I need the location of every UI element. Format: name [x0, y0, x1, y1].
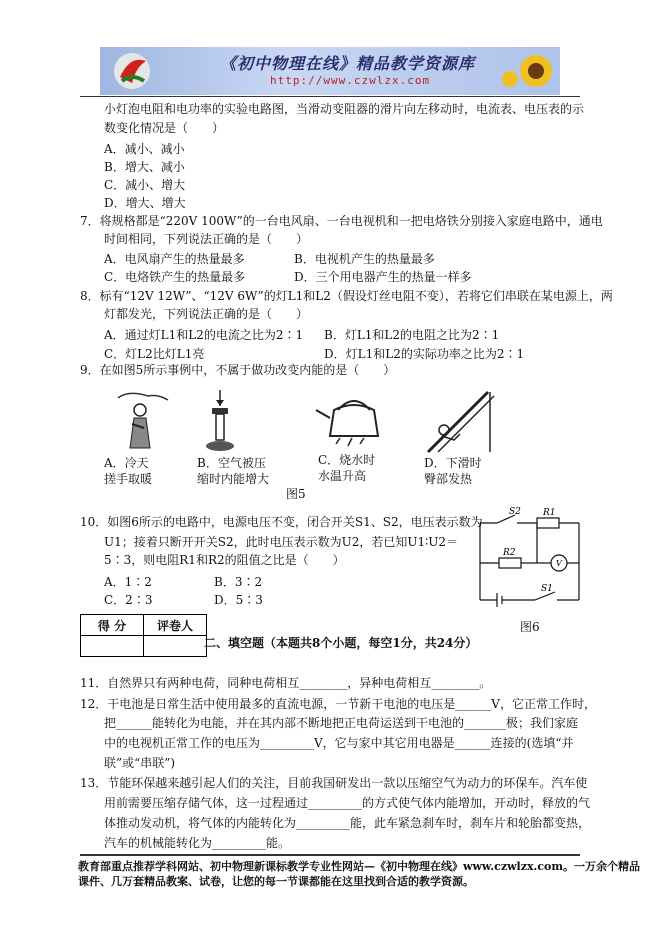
- q11-line: 11．自然界只有两种电荷，同种电荷相互________，异种电荷相互________。: [80, 676, 492, 690]
- q7-option-b: B．电视机产生的热量最多: [294, 252, 435, 266]
- q8-line2: 灯都发光，下列说法正确的是（ ）: [104, 307, 309, 321]
- q7-option-a: A．电风扇产生的热量最多: [104, 252, 245, 266]
- q6-line2: 数变化情况是（ ）: [104, 121, 225, 135]
- q10-option-c: C．2∶3: [104, 593, 153, 607]
- q8-option-b: B．灯L1和L2的电阻之比为2∶1: [324, 328, 500, 342]
- q9-caption-d: D．下滑时 臀部发热: [424, 456, 482, 486]
- q7-line2: 时间相同，下列说法正确的是（ ）: [104, 232, 309, 246]
- cold-person-icon: [118, 393, 168, 448]
- q9-line1: 9．在如图5所示事例中，不属于做功改变内能的是（ ）: [80, 363, 396, 377]
- label-r2: R2: [503, 548, 516, 558]
- q6-option-c: C．减小、增大: [104, 178, 186, 192]
- q12-line3: 中的电视机正常工作的电压为_________V，它与家中其它用电器是______连接的(选填“并: [104, 736, 574, 750]
- q6-option-d: D．增大、增大: [104, 196, 186, 210]
- q6-option-a: A．减小、减小: [104, 142, 185, 156]
- q13-line3: 体推动发动机，将气体的内能转化为_________能，此车紧急刹车时，刹车片和轮胎都变热，: [104, 816, 591, 830]
- q12-line4: 联”或“串联”): [104, 756, 176, 770]
- q6-line1: 小灯泡电阻和电功率的实验电路图，当滑动变阻器的滑片向左移动时，电流表、电压表的示: [104, 102, 585, 116]
- label-s2: S2: [509, 507, 521, 517]
- air-compressor-icon: [206, 390, 234, 451]
- score-cell-score: [81, 636, 144, 657]
- q9-caption-a: A．冷天 搓手取暖: [104, 456, 153, 486]
- section2-title: 二、填空题（本题共8个小题，每空1分，共24分）: [204, 636, 478, 650]
- q7-option-c: C．电烙铁产生的热量最多: [104, 270, 246, 284]
- circuit-diagram-figure6: [475, 505, 585, 610]
- q8-option-a: A．通过灯L1和L2的电流之比为2∶1: [104, 328, 304, 342]
- resistor-r1: [537, 518, 559, 528]
- label-s1: S1: [541, 584, 553, 594]
- q6-option-b: B．增大、减小: [104, 160, 185, 174]
- q10-option-a: A．1∶2: [104, 575, 152, 589]
- sunflower-icon: [500, 47, 560, 95]
- score-col-score: 得 分: [81, 615, 144, 636]
- q10-line1: 10．如图6所示的电路中，电源电压不变，闭合开关S1、S2，电压表示数为: [80, 515, 483, 529]
- q7-line1: 7．将规格都是“220V 100W”的一台电风扇、一台电视机和一把电烙铁分别接入家庭电路中，通电: [80, 214, 603, 228]
- q13-line4: 汽车的机械能转化为_________能。: [104, 836, 291, 850]
- q10-option-d: D．5∶3: [214, 593, 263, 607]
- footer-line1: 教育部重点推荐学科网站、初中物理新课标教学专业性网站—《初中物理在线》www.czwlzx.com。一万余个精品: [78, 860, 641, 873]
- q13-line2: 用前需要压缩存储气体，这一过程通过_________的方式使气体内能增加，开动时，释放的气: [104, 796, 591, 810]
- label-v: V: [556, 559, 562, 568]
- resistor-r2: [499, 558, 521, 568]
- q10-line2: U1；接着只断开开关S2，此时电压表示数为U2，若已知U1∶U2＝: [104, 535, 458, 549]
- q9-caption-b: B．空气被压 缩时内能增大: [197, 456, 270, 486]
- q10-option-b: B．3∶2: [214, 575, 263, 589]
- q9-caption-c: C．烧水时 水温升高: [318, 453, 376, 483]
- footer-line2: 课件、几万套精品教案、试卷，让您的每一节课都能在这里找到合适的教学资源。: [78, 875, 474, 888]
- label-r1: R1: [543, 508, 556, 518]
- header-title: 《初中物理在线》精品教学资源库: [220, 54, 476, 73]
- score-table: [80, 614, 207, 657]
- header-rule: [80, 96, 580, 97]
- figure5-label: 图5: [286, 487, 306, 501]
- score-cell-grader: [144, 636, 207, 657]
- q12-line2: 把______能转化为电能，并在其内部不断地把正电荷运送到干电池的_______极；我们家庭: [104, 716, 579, 730]
- kettle-icon: [316, 401, 378, 446]
- logo-icon: [102, 47, 162, 95]
- header-url: http://www.czwlzx.com: [270, 74, 431, 87]
- q8-line1: 8．标有“12V 12W”、“12V 6W”的灯L1和L2（假设灯丝电阻不变），若将它们串联在某电源上，两: [80, 289, 613, 303]
- q7-option-d: D．三个用电器产生的热量一样多: [294, 270, 472, 284]
- footer-rule: [80, 854, 580, 856]
- q10-line3: 5∶3，则电阻R1和R2的阻值之比是（ ）: [104, 553, 345, 567]
- q8-option-d: D．灯L1和L2的实际功率之比为2∶1: [324, 347, 525, 361]
- slide-icon: [428, 392, 494, 452]
- figure6-label: 图6: [520, 620, 540, 634]
- q13-line1: 13．节能环保越来越引起人们的关注，目前我国研发出一款以压缩空气为动力的环保车。汽车使: [80, 776, 588, 790]
- q8-option-c: C．灯L2比灯L1亮: [104, 347, 205, 361]
- q12-line1: 12．干电池是日常生活中使用最多的直流电源，一节新干电池的电压是______V，它正常工作时，: [80, 697, 596, 711]
- score-col-grader: 评卷人: [144, 615, 207, 636]
- figure5-illustrations: [98, 388, 498, 458]
